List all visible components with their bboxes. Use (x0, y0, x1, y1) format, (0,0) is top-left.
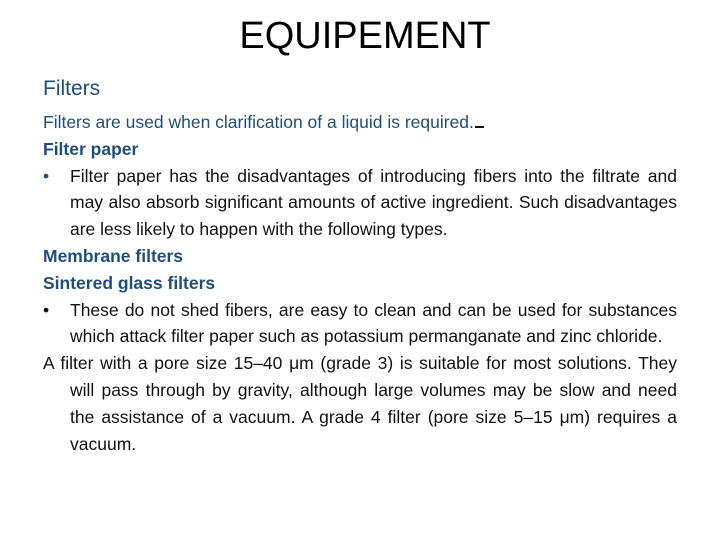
filter-paper-bullet (43, 163, 677, 243)
filter-paper-bullet-text: Filter paper has the disadvantages of introducing fibers into the filtrate and may also absorb significant amounts of active ingredient. Such disadvantages are less likely to happen with the following types. (70, 165, 677, 240)
sintered-glass-heading: Sintered glass filters (43, 272, 216, 293)
intro-paragraph (43, 109, 677, 136)
membrane-filters-heading: Membrane filters (43, 245, 184, 266)
pore-size-paragraph: A filter with a pore size 15–40 μm (grade 3) is suitable for most solutions. They will pass through by gravity, although large volumes may be slow and need the assistance of a vacuum. A grade 4 filter (pore size 5–15 μm) requires a vacuum. (43, 353, 677, 454)
slide-title: EQUIPEMENT (239, 15, 491, 57)
text-cursor-mark (475, 110, 484, 128)
bullet-mark: • (43, 165, 50, 186)
sintered-glass-bullet-text: These do not shed fibers, are easy to clean and can be used for substances which attack filter paper such as potassium permanganate and zinc chloride. (70, 299, 677, 347)
section-heading: Filters (43, 77, 101, 100)
bullet-mark: • (43, 299, 50, 320)
intro-text: Filters are used when clarification of a liquid is required. (43, 112, 474, 132)
slide-body (43, 73, 677, 457)
filter-paper-heading: Filter paper (43, 138, 139, 159)
sintered-glass-bullet (43, 297, 677, 351)
